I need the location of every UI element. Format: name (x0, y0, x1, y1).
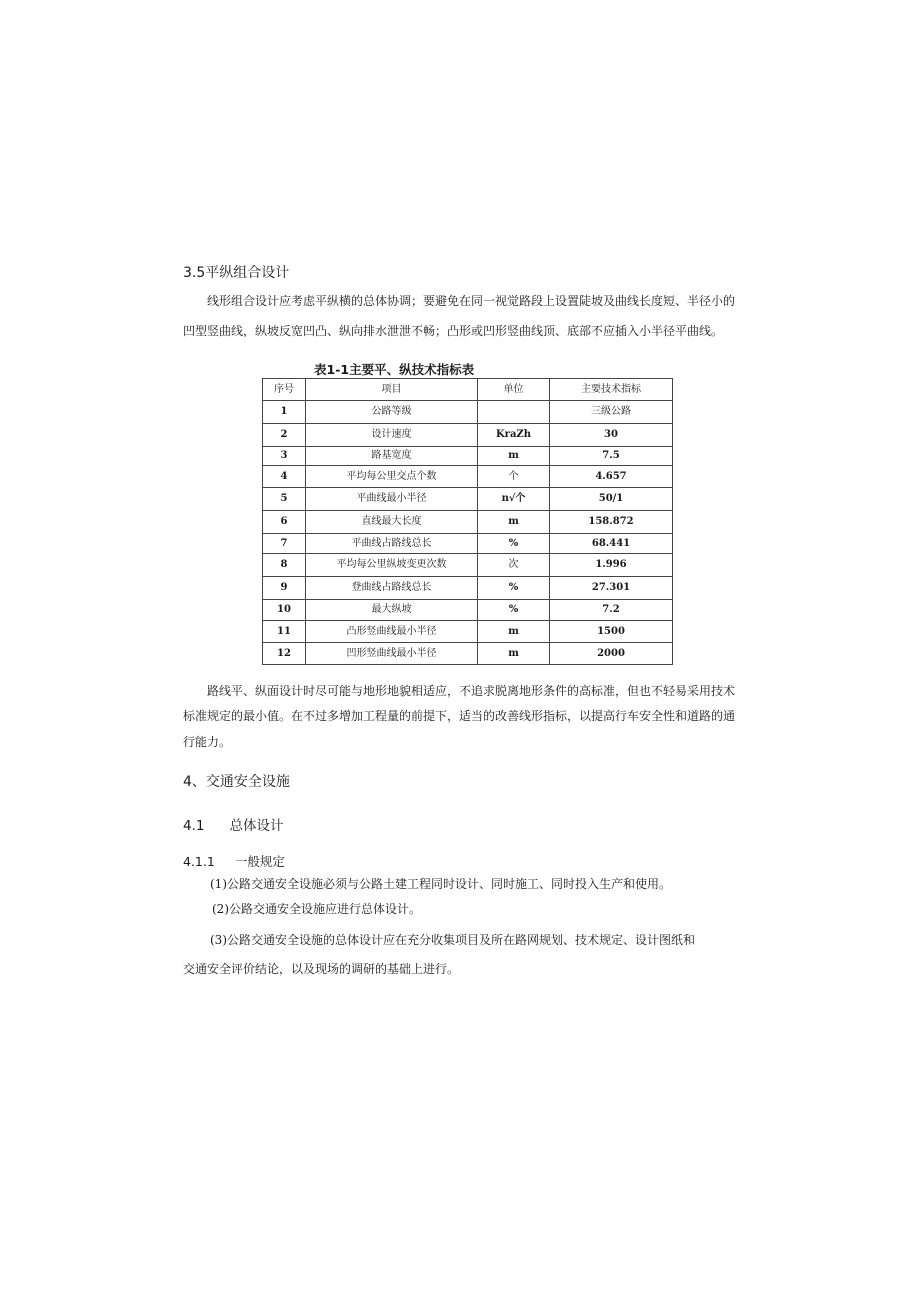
table-row (263, 554, 673, 577)
table-row (263, 447, 673, 466)
table-cell: 5 (263, 488, 306, 511)
table-row (263, 401, 673, 424)
table-row (263, 488, 673, 511)
table-row (263, 600, 673, 621)
table-cell: 30 (550, 424, 673, 447)
rule-item-3-line1: (3)公路交通安全设施的总体设计应在充分收集项目及所在路网规划、技术规定、设计图纸和 (210, 933, 696, 947)
table-cell: 凸形竖曲线最小半径 (306, 621, 478, 643)
table-cell: KraZh (478, 424, 550, 447)
table-row (263, 511, 673, 534)
after-table-line1: 路线平、纵面设计时尽可能与地形地貌相适应，不追求脱离地形条件的高标准，但也不轻易采用技术 (207, 684, 736, 698)
section-4-1-1-title: 一般规定 (234, 854, 285, 869)
table-cell: 12 (263, 643, 306, 665)
table-cell: 2000 (550, 643, 673, 665)
table-cell: 3 (263, 447, 306, 466)
table-cell: 公路等级 (306, 401, 478, 424)
table-cell: 4.657 (550, 466, 673, 488)
section-3-5-heading: 3.5平纵组合设计 (183, 265, 290, 281)
table-cell (478, 401, 550, 424)
rule-item-3-line2: 交通安全评价结论，以及现场的调研的基础上进行。 (183, 962, 460, 976)
table-row (263, 643, 673, 665)
table-header-row (263, 379, 673, 401)
table-cell: % (478, 600, 550, 621)
table-cell: 11 (263, 621, 306, 643)
table-cell: 7 (263, 534, 306, 554)
table-cell: 6 (263, 511, 306, 534)
table-cell: 平均每公里纵坡变更次数 (306, 554, 478, 577)
table-row (263, 424, 673, 447)
section-4-1-1-heading (183, 852, 285, 870)
table-cell: 最大纵坡 (306, 600, 478, 621)
table-cell: 68.441 (550, 534, 673, 554)
table-cell: 158.872 (550, 511, 673, 534)
section-3-5-para-line1: 线形组合设计应考虑平纵横的总体协调；要避免在同一视觉路段上设置陡坡及曲线长度短、半径小的 (207, 294, 736, 308)
after-table-line3: 行能力。 (183, 735, 232, 749)
table-cell: 7.2 (550, 600, 673, 621)
table-cell: 平曲线占路线总长 (306, 534, 478, 554)
section-4-1-1-number: 4.1.1 (183, 854, 215, 869)
table-row (263, 466, 673, 488)
table-row (263, 621, 673, 643)
table-cell: 直线最大长度 (306, 511, 478, 534)
table-header-cell: 项目 (306, 379, 478, 401)
table-cell: m (478, 621, 550, 643)
table-cell: 个 (478, 466, 550, 488)
table-cell: 8 (263, 554, 306, 577)
section-4-heading: 4、交通安全设施 (183, 774, 290, 790)
table-cell: 27.301 (550, 577, 673, 600)
table-row (263, 577, 673, 600)
table-cell: 登曲线占路线总长 (306, 577, 478, 600)
table-cell: 50/1 (550, 488, 673, 511)
table-cell: 三级公路 (550, 401, 673, 424)
section-4-1-number: 4.1 (183, 818, 205, 834)
table-cell: 路基宽度 (306, 447, 478, 466)
table-cell: % (478, 534, 550, 554)
table-cell: 10 (263, 600, 306, 621)
table-cell: m (478, 511, 550, 534)
table-cell: n√个 (478, 488, 550, 511)
table-cell: 2 (263, 424, 306, 447)
table-cell: 7.5 (550, 447, 673, 466)
table-cell: 9 (263, 577, 306, 600)
table-cell: 1.996 (550, 554, 673, 577)
table-header-cell: 单位 (478, 379, 550, 401)
table-cell: 凹形竖曲线最小半径 (306, 643, 478, 665)
table-cell: % (478, 577, 550, 600)
rule-item-2: (2)公路交通安全设施应进行总体设计。 (212, 902, 421, 916)
table-cell: 平曲线最小半径 (306, 488, 478, 511)
section-3-5-para-line2: 凹型竖曲线，纵坡反宽凹凸、纵向排水泄泄不畅；凸形或凹形竖曲线顶、底部不应插入小半径平曲线。 (183, 324, 724, 338)
section-4-1-heading (183, 814, 283, 834)
table-cell: m (478, 643, 550, 665)
table-cell: 次 (478, 554, 550, 577)
rule-item-1: (1)公路交通安全设施必须与公路土建工程同时设计、同时施工、同时投入生产和使用。 (210, 877, 672, 891)
table-cell: 设计速度 (306, 424, 478, 447)
table-cell: 4 (263, 466, 306, 488)
table-caption: 表1-1主要平、纵技术指标表 (314, 362, 475, 377)
section-4-1-title: 总体设计 (229, 818, 284, 834)
tech-spec-table (262, 378, 673, 665)
table-row (263, 534, 673, 554)
table-header-cell: 序号 (263, 379, 306, 401)
table-cell: 1500 (550, 621, 673, 643)
table-cell: 平均每公里交点个数 (306, 466, 478, 488)
table-cell: 1 (263, 401, 306, 424)
table-cell: m (478, 447, 550, 466)
table-header-cell: 主要技术指标 (550, 379, 673, 401)
after-table-line2: 标准规定的最小值。在不过多增加工程量的前提下，适当的改善线形指标，以提高行车安全性和道路的通 (183, 709, 736, 723)
